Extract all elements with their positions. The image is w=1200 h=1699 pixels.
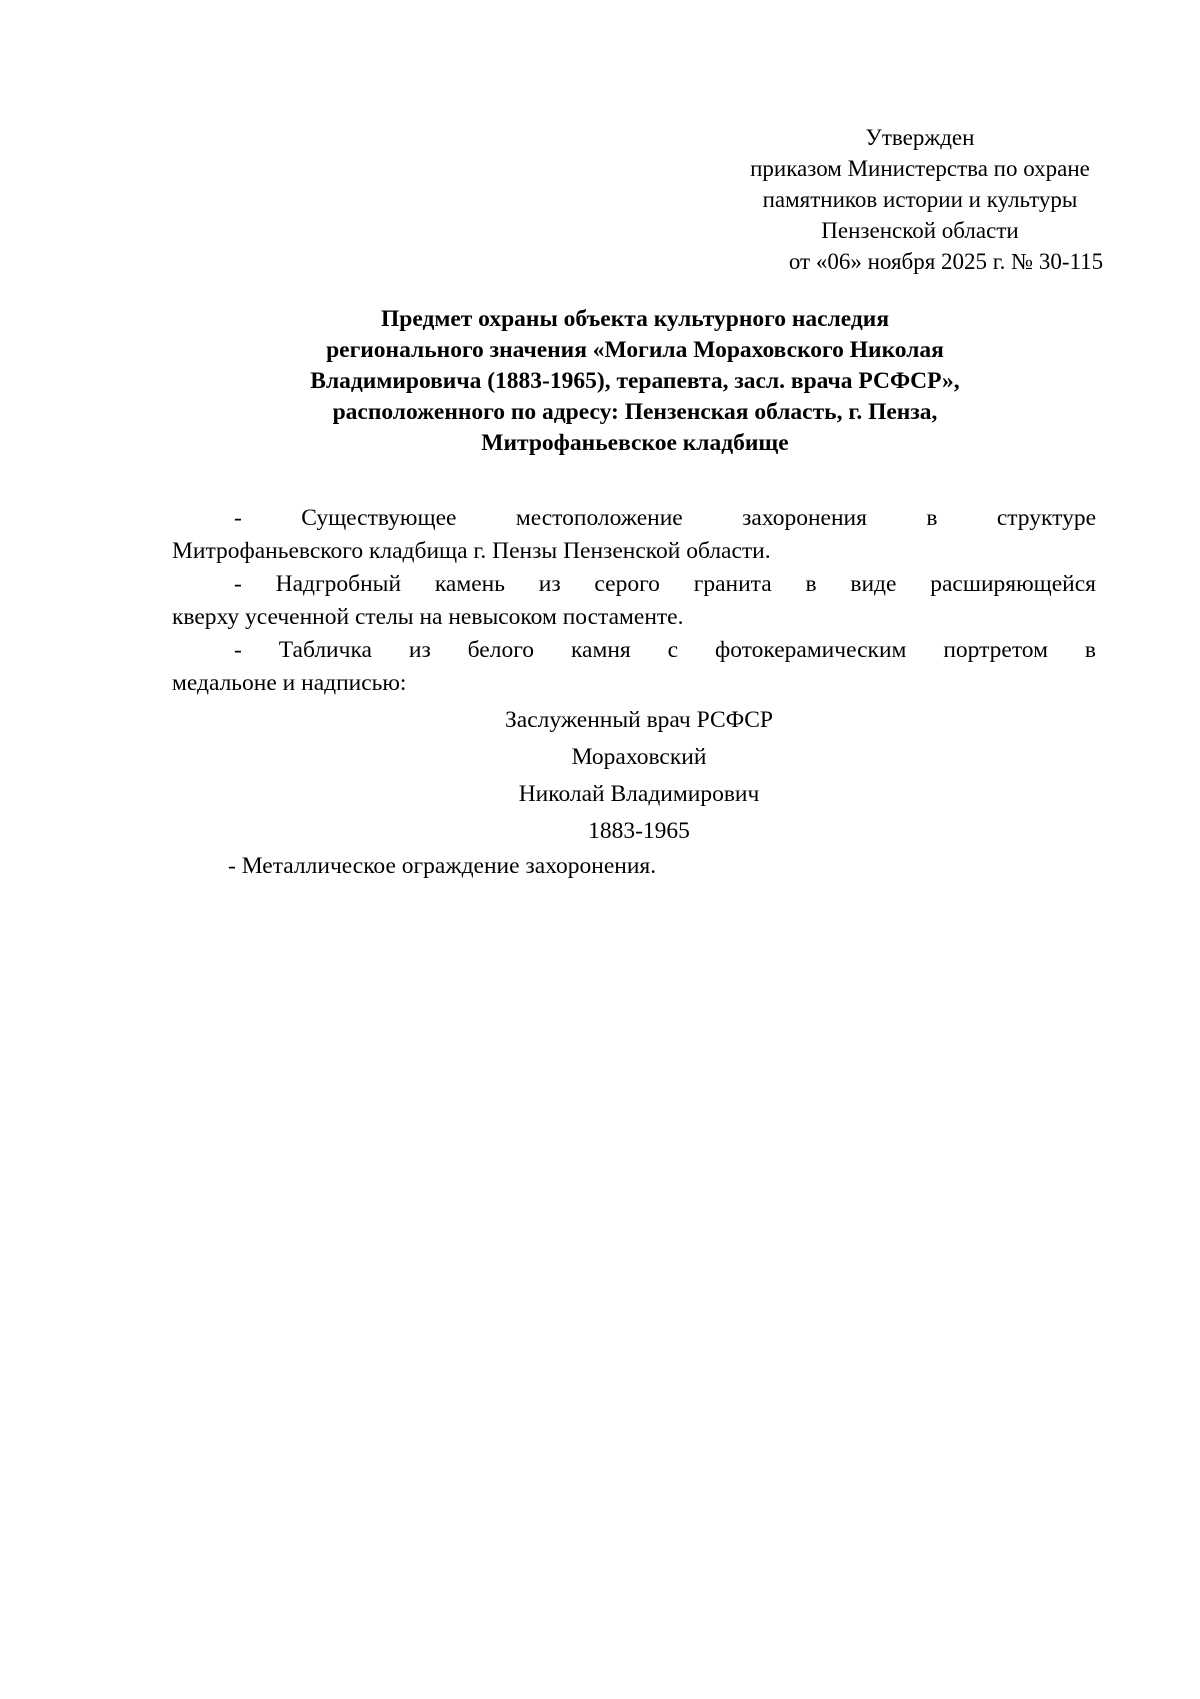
protection-item-location bbox=[172, 502, 1096, 568]
title-line: Митрофаньевское кладбище bbox=[481, 430, 789, 456]
protection-item-tombstone bbox=[172, 568, 1096, 634]
title-line: расположенного по адресу: Пензенская область, г. Пенза, bbox=[332, 399, 938, 425]
title-line: Владимировича (1883-1965), терапевта, засл. врача РСФСР», bbox=[310, 368, 960, 394]
approval-line: Пензенской области bbox=[821, 218, 1019, 243]
inscription-line: Мораховский bbox=[571, 744, 707, 770]
item-first-line: - Надгробный камень из серого гранита в виде расширяющейся bbox=[234, 571, 1096, 597]
approval-line: приказом Министерства по охране bbox=[750, 156, 1090, 181]
title-line: Предмет охраны объекта культурного наследия bbox=[380, 306, 890, 332]
approval-block bbox=[690, 122, 1150, 277]
inscription-line: 1883-1965 bbox=[588, 818, 690, 844]
approval-date-number: от «06» ноября 2025 г. № 30-115 bbox=[788, 249, 1104, 274]
approval-line: памятников истории и культуры bbox=[762, 187, 1078, 212]
title-line: регионального значения «Могила Мораховского Николая bbox=[326, 337, 944, 363]
protection-item-plaque bbox=[172, 634, 1096, 700]
item-continuation: кверху усеченной стелы на невысоком постаменте. bbox=[172, 604, 684, 630]
plaque-inscription bbox=[172, 702, 1096, 850]
item-first-line: - Существующее местоположение захоронения в структуре bbox=[234, 505, 1096, 531]
inscription-line: Заслуженный врач РСФСР bbox=[505, 707, 773, 733]
protection-item-fence: - Металлическое ограждение захоронения. bbox=[228, 853, 657, 879]
document-body bbox=[172, 502, 1096, 883]
document-title bbox=[175, 304, 1095, 459]
item-first-line: - Табличка из белого камня с фотокерамическим портретом в bbox=[234, 637, 1096, 663]
inscription-line: Николай Владимирович bbox=[518, 781, 760, 807]
approval-heading: Утвержден bbox=[865, 125, 975, 150]
item-continuation: Митрофаньевского кладбища г. Пензы Пензенской области. bbox=[172, 538, 771, 564]
item-continuation: медальоне и надписью: bbox=[172, 670, 407, 696]
